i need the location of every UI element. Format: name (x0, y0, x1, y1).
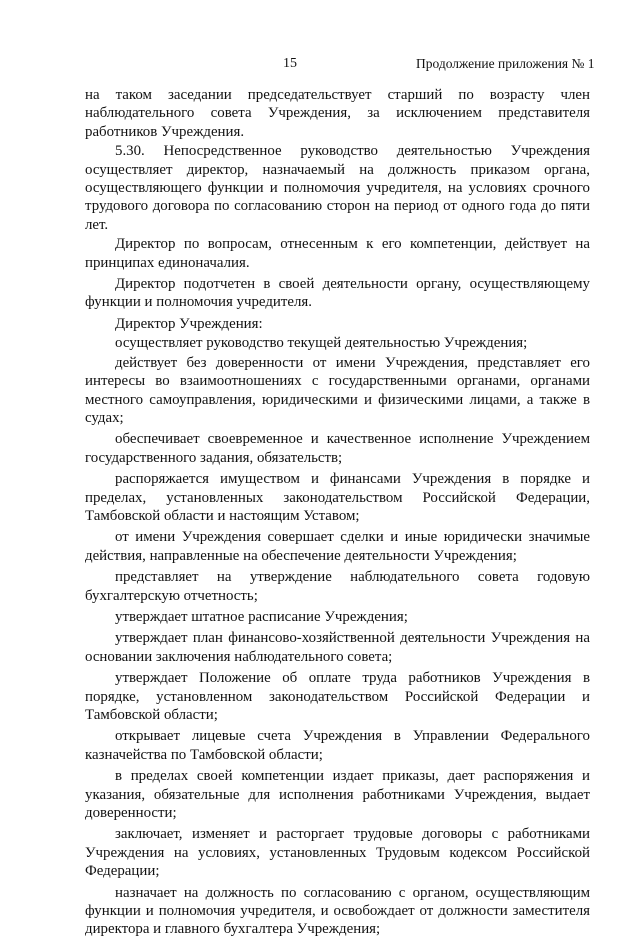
paragraph: представляет на утверждение наблюдательного совета годовую бухгалтерскую отчетность; (85, 569, 590, 604)
paragraph: действует без доверенности от имени Учреждения, представляет его интересы во взаимоотношениях с государственными органами, органами местного самоуправления, юридическими и физическими лицами, а также в судах; (85, 354, 590, 426)
paragraph: заключает, изменяет и расторгает трудовые договоры с работниками Учреждения на условиях, установленных Трудовым кодексом Российской Федерации; (85, 826, 590, 880)
paragraph: утверждает Положение об оплате труда работников Учреждения в порядке, установленном законодательством Российской Федерации и Тамбовской области; (85, 670, 590, 723)
paragraph: Директор по вопросам, отнесенным к его компетенции, действует на принципах единоначалия. (85, 236, 590, 271)
paragraph: утверждает штатное расписание Учреждения; (115, 608, 408, 625)
paragraph: осуществляет руководство текущей деятельностью Учреждения; (115, 335, 528, 352)
document-body (85, 86, 590, 942)
paragraph: в пределах своей компетенции издает приказы, дает распоряжения и указания, обязательные для исполнения работниками Учреждения, выдает доверенности; (85, 768, 590, 822)
paragraph: на таком заседании председательствует старший по возрасту член наблюдательного совета Учреждения, за исключением представителя работников Учреждения. (85, 87, 590, 140)
paragraph: распоряжается имуществом и финансами Учреждения в порядке и пределах, установленных законодательством Российской Федерации, Тамбовской области и настоящим Уставом; (85, 471, 590, 524)
paragraph: от имени Учреждения совершает сделки и иные юридически значимые действия, направленные на обеспечение деятельности Учреждения; (85, 529, 590, 564)
page-number: 15 (283, 56, 297, 71)
paragraph: Директор Учреждения: (115, 315, 263, 332)
paragraph: назначает на должность по согласованию с органом, осуществляющим функции и полномочия учредителя, и освобождает от должности заместителя директора и главного бухгалтера Учреждения; (85, 884, 590, 938)
paragraph: утверждает план финансово-хозяйственной деятельности Учреждения на основании заключения наблюдательного совета; (85, 630, 590, 665)
paragraph: открывает лицевые счета Учреждения в Управлении Федерального казначейства по Тамбовской области; (85, 728, 590, 763)
paragraph: обеспечивает своевременное и качественное исполнение Учреждением государственного задания, обязательств; (85, 431, 590, 466)
paragraph: 5.30. Непосредственное руководство деятельностью Учреждения осуществляет директор, назначаемый на должность приказом органа, осуществляющего функции и полномочия учредителя, на условиях срочного трудового договора по согласованию сторон на период от одного года до пяти лет. (85, 143, 590, 233)
appendix-note: Продолжение приложения № 1 (416, 56, 595, 71)
paragraph: Директор подотчетен в своей деятельности органу, осуществляющему функции и полномочия учредителя. (85, 276, 590, 311)
